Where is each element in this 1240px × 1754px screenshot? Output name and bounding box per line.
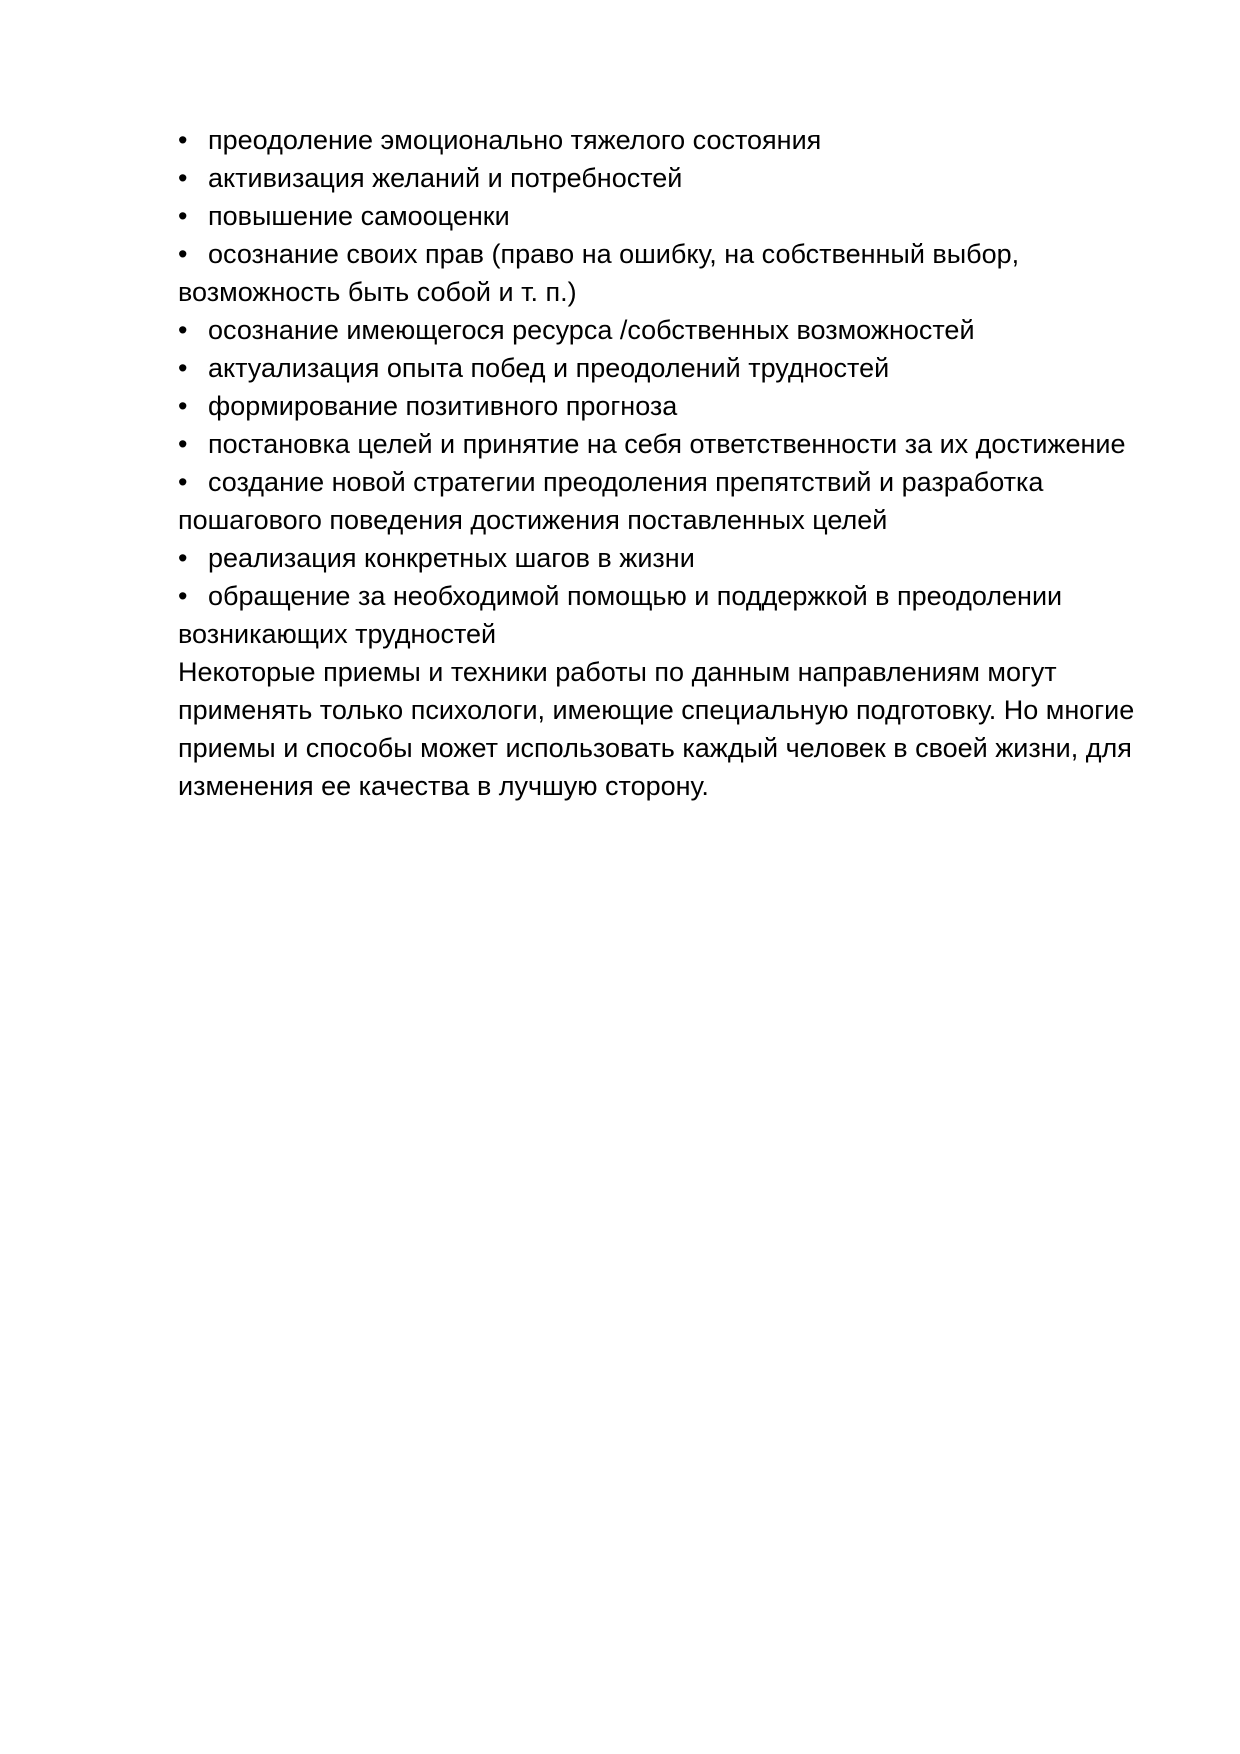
bullet-icon: • xyxy=(178,315,188,345)
list-item-text: постановка целей и принятие на себя ответственности за их достижение xyxy=(208,429,1126,459)
bullet-icon: • xyxy=(178,125,188,155)
list-item-text: осознание имеющегося ресурса /собственных возможностей xyxy=(208,315,975,345)
list-item-text: активизация желаний и потребностей xyxy=(208,163,683,193)
list-item xyxy=(178,197,1148,235)
list-item-text: актуализация опыта побед и преодолений трудностей xyxy=(208,353,890,383)
list-item xyxy=(178,463,1148,539)
bullet-icon: • xyxy=(178,391,188,421)
bullet-icon: • xyxy=(178,163,188,193)
list-item-text: повышение самооценки xyxy=(208,201,510,231)
list-item xyxy=(178,577,1148,653)
list-item-text: осознание своих прав (право на ошибку, на собственный выбор, возможность быть собой и т. п.) xyxy=(178,239,1020,307)
list-item xyxy=(178,539,1148,577)
list-item-text: обращение за необходимой помощью и поддержкой в преодолении возникающих трудностей xyxy=(178,581,1063,649)
list-item-text: реализация конкретных шагов в жизни xyxy=(208,543,695,573)
list-item-text: преодоление эмоционально тяжелого состояния xyxy=(208,125,822,155)
list-item xyxy=(178,235,1148,311)
list-item-text: создание новой стратегии преодоления препятствий и разработка пошагового поведения достижения поставленных целей xyxy=(178,467,1044,535)
bullet-icon: • xyxy=(178,239,188,269)
list-item xyxy=(178,159,1148,197)
list-item xyxy=(178,349,1148,387)
body-paragraph: Некоторые приемы и техники работы по данным направлениям могут применять только психологи, имеющие специальную подготовку. Но многие приемы и способы может использовать каждый человек в своей жизни, для изменения ее качества в лучшую сторону. xyxy=(178,657,1135,801)
bullet-list xyxy=(178,121,1148,653)
list-item xyxy=(178,387,1148,425)
bullet-icon: • xyxy=(178,467,188,497)
page-content xyxy=(178,121,1148,805)
list-item xyxy=(178,121,1148,159)
bullet-icon: • xyxy=(178,543,188,573)
list-item xyxy=(178,311,1148,349)
list-item-text: формирование позитивного прогноза xyxy=(208,391,678,421)
bullet-icon: • xyxy=(178,581,188,611)
bullet-icon: • xyxy=(178,201,188,231)
list-item xyxy=(178,425,1148,463)
bullet-icon: • xyxy=(178,429,188,459)
bullet-icon: • xyxy=(178,353,188,383)
